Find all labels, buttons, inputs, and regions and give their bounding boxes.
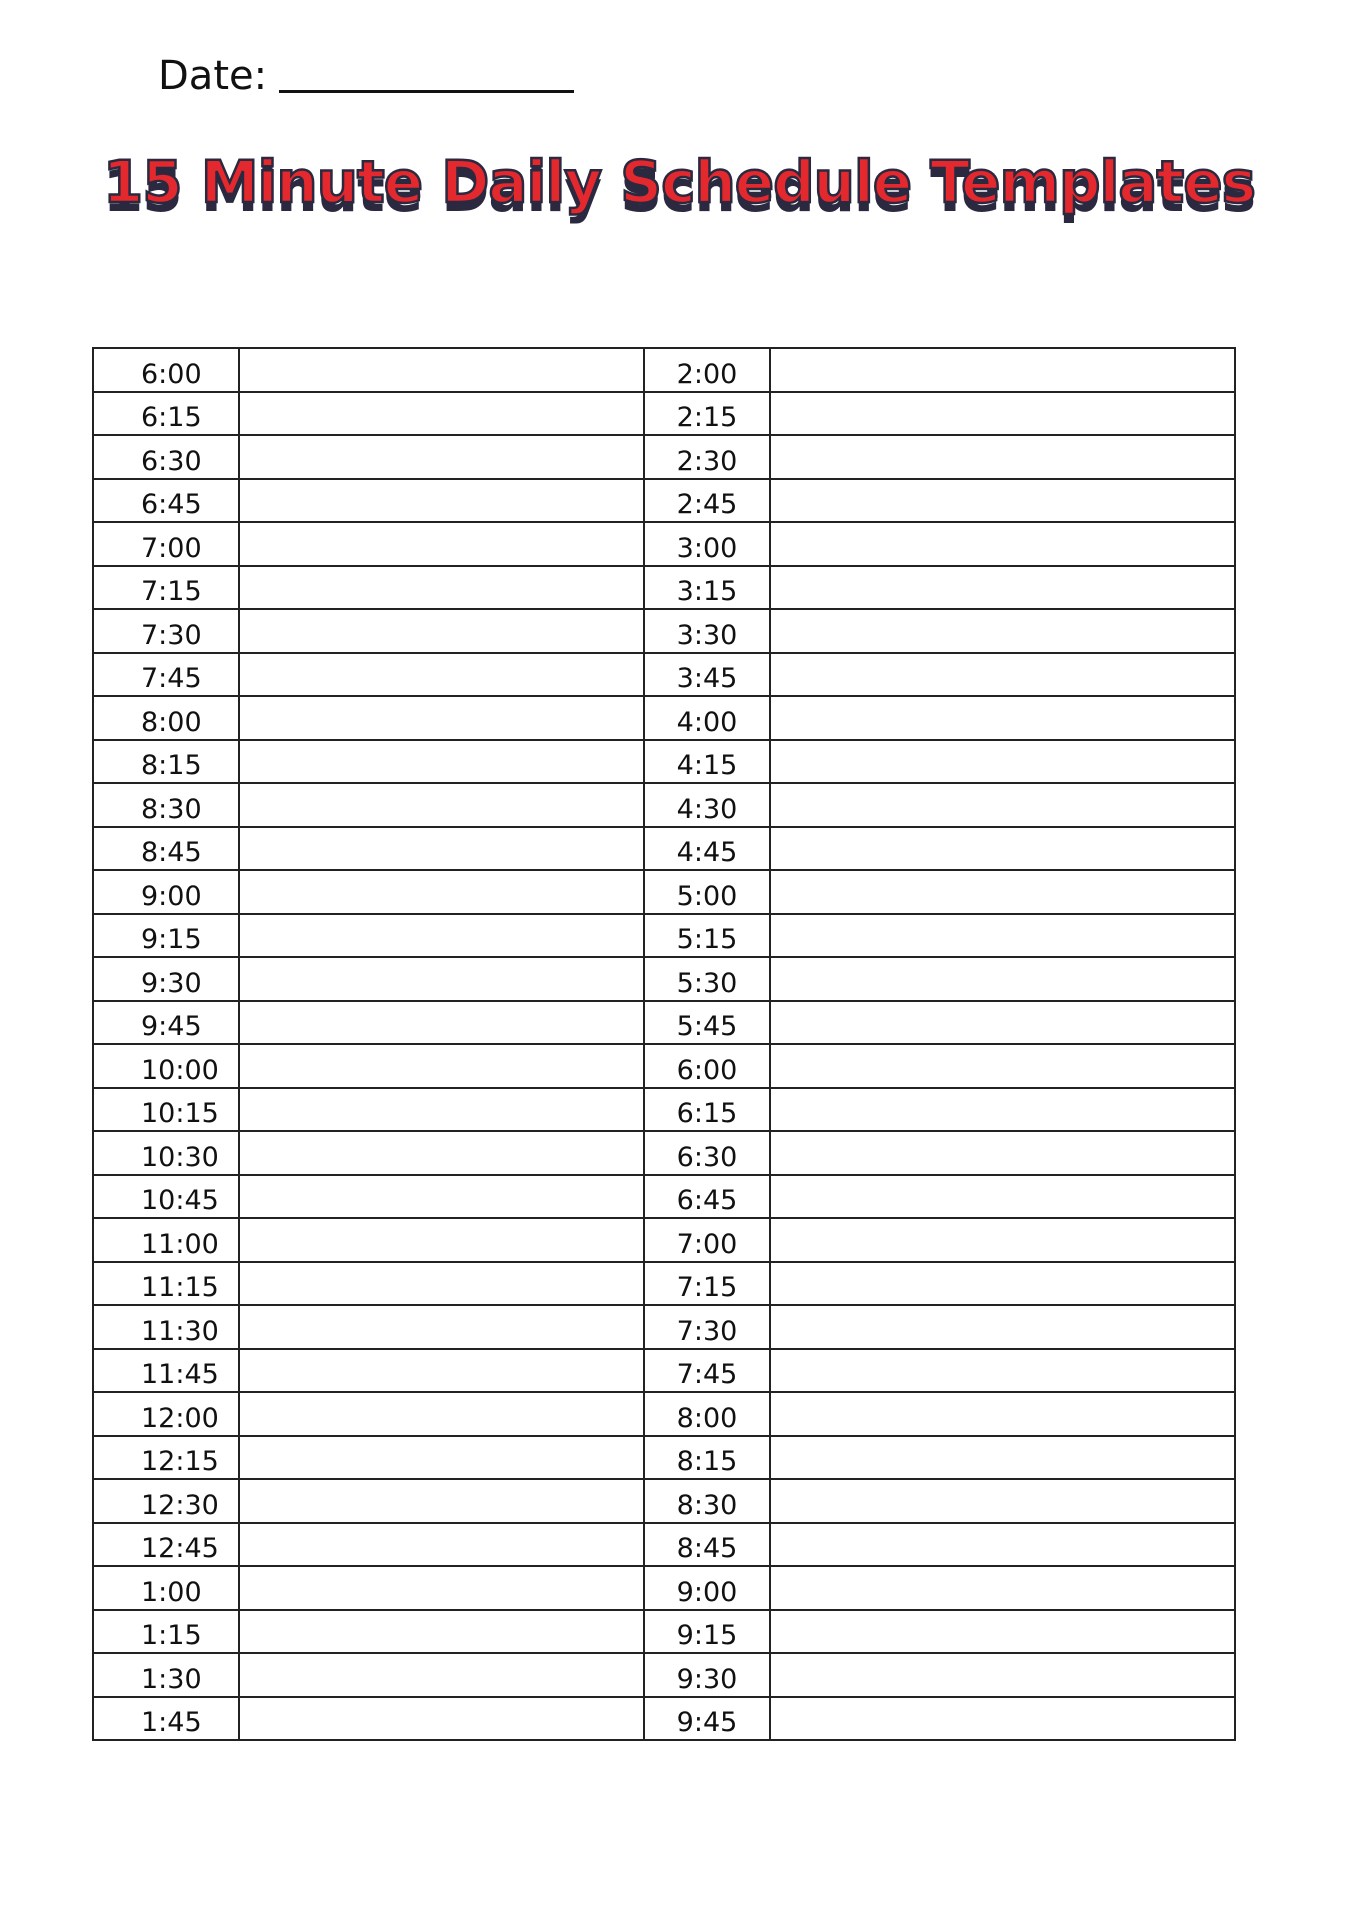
schedule-entry-cell-left[interactable] [239, 609, 644, 653]
schedule-entry-cell-right[interactable] [770, 827, 1235, 871]
time-label-right: 5:00 [644, 870, 770, 914]
schedule-entry-cell-left[interactable] [239, 740, 644, 784]
schedule-row [93, 957, 1235, 1001]
time-label-left: 7:45 [93, 653, 239, 697]
schedule-entry-cell-right[interactable] [770, 783, 1235, 827]
schedule-entry-cell-right[interactable] [770, 1697, 1235, 1741]
time-label-left: 8:00 [93, 696, 239, 740]
time-label-left: 9:45 [93, 1001, 239, 1045]
schedule-entry-cell-right[interactable] [770, 740, 1235, 784]
schedule-entry-cell-left[interactable] [239, 1566, 644, 1610]
schedule-row [93, 1349, 1235, 1393]
time-label-left: 6:30 [93, 435, 239, 479]
time-label-right: 5:45 [644, 1001, 770, 1045]
schedule-entry-cell-left[interactable] [239, 1262, 644, 1306]
schedule-entry-cell-left[interactable] [239, 1088, 644, 1132]
schedule-row [93, 479, 1235, 523]
schedule-body [93, 348, 1235, 1740]
schedule-entry-cell-right[interactable] [770, 957, 1235, 1001]
schedule-row [93, 1523, 1235, 1567]
schedule-entry-cell-right[interactable] [770, 1044, 1235, 1088]
time-label-right: 6:45 [644, 1175, 770, 1219]
date-label: Date: [158, 53, 268, 99]
schedule-entry-cell-right[interactable] [770, 696, 1235, 740]
time-label-left: 10:45 [93, 1175, 239, 1219]
schedule-row [93, 653, 1235, 697]
time-label-left: 8:45 [93, 827, 239, 871]
schedule-entry-cell-right[interactable] [770, 1001, 1235, 1045]
schedule-row [93, 1436, 1235, 1480]
time-label-left: 10:00 [93, 1044, 239, 1088]
schedule-entry-cell-left[interactable] [239, 1436, 644, 1480]
time-label-left: 12:15 [93, 1436, 239, 1480]
schedule-entry-cell-left[interactable] [239, 435, 644, 479]
schedule-row [93, 1653, 1235, 1697]
schedule-row [93, 522, 1235, 566]
time-label-right: 3:15 [644, 566, 770, 610]
time-label-right: 8:30 [644, 1479, 770, 1523]
schedule-entry-cell-right[interactable] [770, 1262, 1235, 1306]
time-label-left: 7:00 [93, 522, 239, 566]
schedule-entry-cell-left[interactable] [239, 522, 644, 566]
schedule-entry-cell-left[interactable] [239, 348, 644, 392]
time-label-left: 9:15 [93, 914, 239, 958]
schedule-row [93, 1218, 1235, 1262]
schedule-entry-cell-right[interactable] [770, 1131, 1235, 1175]
schedule-entry-cell-left[interactable] [239, 1610, 644, 1654]
time-label-left: 11:00 [93, 1218, 239, 1262]
time-label-left: 10:15 [93, 1088, 239, 1132]
schedule-row [93, 435, 1235, 479]
time-label-right: 4:15 [644, 740, 770, 784]
schedule-row [93, 1262, 1235, 1306]
time-label-right: 9:30 [644, 1653, 770, 1697]
schedule-row [93, 1088, 1235, 1132]
schedule-entry-cell-right[interactable] [770, 870, 1235, 914]
time-label-right: 5:15 [644, 914, 770, 958]
time-label-right: 9:00 [644, 1566, 770, 1610]
schedule-row [93, 1697, 1235, 1741]
schedule-entry-cell-left[interactable] [239, 870, 644, 914]
schedule-row [93, 1305, 1235, 1349]
time-label-left: 1:00 [93, 1566, 239, 1610]
time-label-right: 4:30 [644, 783, 770, 827]
time-label-left: 11:15 [93, 1262, 239, 1306]
time-label-right: 7:45 [644, 1349, 770, 1393]
time-label-left: 12:45 [93, 1523, 239, 1567]
schedule-entry-cell-left[interactable] [239, 1131, 644, 1175]
schedule-entry-cell-right[interactable] [770, 1218, 1235, 1262]
page-title: 15 Minute Daily Schedule Templates [102, 148, 1256, 216]
schedule-entry-cell-left[interactable] [239, 1653, 644, 1697]
time-label-right: 2:30 [644, 435, 770, 479]
schedule-row [93, 392, 1235, 436]
schedule-entry-cell-right[interactable] [770, 609, 1235, 653]
time-label-left: 6:15 [93, 392, 239, 436]
schedule-row [93, 740, 1235, 784]
schedule-row [93, 1392, 1235, 1436]
time-label-right: 7:00 [644, 1218, 770, 1262]
schedule-entry-cell-right[interactable] [770, 1436, 1235, 1480]
schedule-row [93, 783, 1235, 827]
schedule-entry-cell-left[interactable] [239, 392, 644, 436]
schedule-entry-cell-right[interactable] [770, 1305, 1235, 1349]
schedule-entry-cell-left[interactable] [239, 1218, 644, 1262]
schedule-row [93, 1566, 1235, 1610]
time-label-left: 9:30 [93, 957, 239, 1001]
time-label-left: 11:30 [93, 1305, 239, 1349]
schedule-entry-cell-right[interactable] [770, 348, 1235, 392]
time-label-right: 4:00 [644, 696, 770, 740]
time-label-right: 2:15 [644, 392, 770, 436]
time-label-right: 8:45 [644, 1523, 770, 1567]
time-label-left: 10:30 [93, 1131, 239, 1175]
schedule-entry-cell-right[interactable] [770, 566, 1235, 610]
schedule-row [93, 1001, 1235, 1045]
time-label-right: 3:30 [644, 609, 770, 653]
schedule-entry-cell-right[interactable] [770, 479, 1235, 523]
schedule-entry-cell-right[interactable] [770, 914, 1235, 958]
schedule-entry-cell-left[interactable] [239, 566, 644, 610]
schedule-entry-cell-right[interactable] [770, 435, 1235, 479]
time-label-right: 9:15 [644, 1610, 770, 1654]
time-label-right: 6:15 [644, 1088, 770, 1132]
time-label-left: 12:00 [93, 1392, 239, 1436]
schedule-entry-cell-left[interactable] [239, 957, 644, 1001]
schedule-entry-cell-right[interactable] [770, 1392, 1235, 1436]
time-label-right: 2:45 [644, 479, 770, 523]
time-label-left: 1:15 [93, 1610, 239, 1654]
schedule-entry-cell-left[interactable] [239, 1044, 644, 1088]
schedule-row [93, 914, 1235, 958]
schedule-entry-cell-right[interactable] [770, 1523, 1235, 1567]
time-label-left: 1:45 [93, 1697, 239, 1741]
time-label-right: 7:30 [644, 1305, 770, 1349]
schedule-row [93, 696, 1235, 740]
schedule-row [93, 1175, 1235, 1219]
time-label-right: 8:15 [644, 1436, 770, 1480]
schedule-entry-cell-left[interactable] [239, 1001, 644, 1045]
schedule-entry-cell-left[interactable] [239, 1175, 644, 1219]
schedule-entry-cell-left[interactable] [239, 1697, 644, 1741]
time-label-right: 3:45 [644, 653, 770, 697]
schedule-row [93, 609, 1235, 653]
schedule-entry-cell-right[interactable] [770, 1610, 1235, 1654]
schedule-row [93, 348, 1235, 392]
schedule-entry-cell-left[interactable] [239, 783, 644, 827]
date-field [158, 50, 574, 102]
schedule-entry-cell-left[interactable] [239, 1349, 644, 1393]
schedule-table [92, 347, 1236, 1741]
date-blank-line[interactable] [279, 50, 574, 93]
schedule-entry-cell-right[interactable] [770, 392, 1235, 436]
time-label-right: 3:00 [644, 522, 770, 566]
schedule-entry-cell-right[interactable] [770, 522, 1235, 566]
time-label-left: 12:30 [93, 1479, 239, 1523]
time-label-right: 7:15 [644, 1262, 770, 1306]
time-label-left: 7:15 [93, 566, 239, 610]
schedule-row [93, 1131, 1235, 1175]
schedule-row [93, 1044, 1235, 1088]
schedule-entry-cell-right[interactable] [770, 1088, 1235, 1132]
schedule-entry-cell-left[interactable] [239, 827, 644, 871]
schedule-entry-cell-left[interactable] [239, 1523, 644, 1567]
time-label-left: 7:30 [93, 609, 239, 653]
schedule-row [93, 1479, 1235, 1523]
schedule-entry-cell-left[interactable] [239, 1305, 644, 1349]
schedule-entry-cell-left[interactable] [239, 653, 644, 697]
time-label-right: 6:30 [644, 1131, 770, 1175]
schedule-entry-cell-left[interactable] [239, 914, 644, 958]
time-label-right: 6:00 [644, 1044, 770, 1088]
schedule-entry-cell-right[interactable] [770, 1479, 1235, 1523]
time-label-right: 5:30 [644, 957, 770, 1001]
schedule-row [93, 1610, 1235, 1654]
time-label-left: 8:30 [93, 783, 239, 827]
schedule-entry-cell-right[interactable] [770, 1566, 1235, 1610]
schedule-row [93, 827, 1235, 871]
schedule-entry-cell-left[interactable] [239, 696, 644, 740]
time-label-left: 9:00 [93, 870, 239, 914]
time-label-left: 8:15 [93, 740, 239, 784]
time-label-right: 9:45 [644, 1697, 770, 1741]
time-label-left: 11:45 [93, 1349, 239, 1393]
schedule-entry-cell-left[interactable] [239, 1392, 644, 1436]
schedule-entry-cell-left[interactable] [239, 1479, 644, 1523]
time-label-left: 6:00 [93, 348, 239, 392]
time-label-right: 4:45 [644, 827, 770, 871]
schedule-entry-cell-right[interactable] [770, 1349, 1235, 1393]
schedule-entry-cell-right[interactable] [770, 1653, 1235, 1697]
time-label-left: 1:30 [93, 1653, 239, 1697]
schedule-entry-cell-right[interactable] [770, 1175, 1235, 1219]
schedule-entry-cell-left[interactable] [239, 479, 644, 523]
schedule-row [93, 870, 1235, 914]
schedule-row [93, 566, 1235, 610]
time-label-left: 6:45 [93, 479, 239, 523]
time-label-right: 8:00 [644, 1392, 770, 1436]
schedule-entry-cell-right[interactable] [770, 653, 1235, 697]
time-label-right: 2:00 [644, 348, 770, 392]
